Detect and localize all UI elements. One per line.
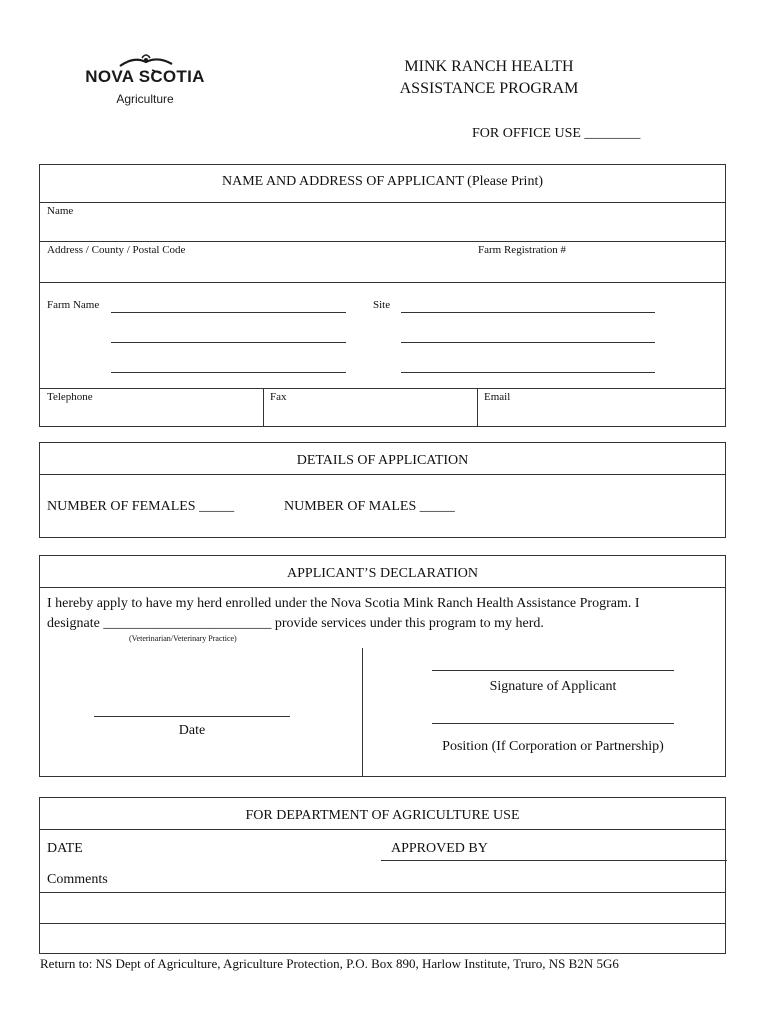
approved-by-field[interactable]: APPROVED BY	[391, 841, 488, 856]
details-heading: DETAILS OF APPLICATION	[296, 453, 469, 468]
form-title	[360, 56, 618, 100]
date-label: Date	[178, 723, 206, 738]
signature-label: Signature of Applicant	[489, 679, 617, 694]
farm-registration-input[interactable]	[478, 259, 718, 281]
office-use-field[interactable]: FOR OFFICE USE ________	[472, 126, 641, 141]
farm-name-input-line-3[interactable]	[111, 372, 346, 373]
declaration-section	[39, 555, 726, 777]
site-input-line-1[interactable]	[401, 312, 655, 313]
department-date-field[interactable]: DATE	[47, 841, 83, 856]
divider	[40, 282, 725, 283]
divider	[381, 860, 727, 861]
department-section	[39, 797, 726, 954]
telephone-label: Telephone	[47, 391, 93, 403]
logo-subtitle: Agriculture	[116, 92, 174, 106]
farm-name-input-line-1[interactable]	[111, 312, 346, 313]
designate-veterinarian-field[interactable]: designate ________________________ provide services under this program to my herd.	[47, 616, 544, 631]
divider	[477, 388, 478, 427]
form-title-line2: ASSISTANCE PROGRAM	[399, 80, 579, 97]
declaration-heading: APPLICANT’S DECLARATION	[287, 566, 478, 581]
position-label: Position (If Corporation or Partnership)	[442, 739, 664, 754]
return-address: Return to: NS Dept of Agriculture, Agriculture Protection, P.O. Box 890, Harlow Institute, Truro, NS B2N 5G6	[40, 956, 619, 971]
number-of-males-field[interactable]: NUMBER OF MALES _____	[284, 499, 455, 514]
address-input[interactable]	[47, 259, 467, 281]
site-input-line-2[interactable]	[401, 342, 655, 343]
site-label: Site	[373, 299, 391, 311]
fax-label: Fax	[270, 391, 287, 403]
details-section	[39, 442, 726, 538]
applicant-section	[39, 164, 726, 427]
declaration-text-line1: I hereby apply to have my herd enrolled under the Nova Scotia Mink Ranch Health Assistance Program. I	[47, 596, 640, 611]
logo-name: NOVA SCOTIA	[85, 67, 205, 86]
name-label: Name	[47, 205, 74, 217]
date-line[interactable]	[94, 716, 290, 717]
form-title-line1: MINK RANCH HEALTH	[404, 58, 574, 75]
department-heading: FOR DEPARTMENT OF AGRICULTURE USE	[245, 808, 520, 823]
address-label: Address / County / Postal Code	[47, 244, 186, 256]
farm-name-label: Farm Name	[47, 299, 100, 311]
telephone-input[interactable]	[47, 405, 257, 425]
site-input-line-3[interactable]	[401, 372, 655, 373]
divider	[40, 241, 725, 242]
comments-input-line-1[interactable]	[40, 893, 725, 922]
nova-scotia-agriculture-logo	[80, 52, 210, 114]
divider	[362, 648, 363, 777]
farm-name-input-line-2[interactable]	[111, 342, 346, 343]
divider	[40, 829, 725, 830]
email-label: Email	[484, 391, 511, 403]
applicant-heading: NAME AND ADDRESS OF APPLICANT (Please Print)	[222, 174, 543, 189]
divider	[40, 474, 725, 475]
divider	[40, 388, 725, 389]
comments-label: Comments	[47, 872, 108, 887]
veterinarian-note: (Veterinarian/Veterinary Practice)	[129, 634, 237, 643]
comments-input-line-2[interactable]	[40, 924, 725, 953]
name-input[interactable]	[100, 203, 720, 239]
email-input[interactable]	[484, 405, 720, 425]
farm-registration-label: Farm Registration #	[478, 244, 566, 256]
number-of-females-field[interactable]: NUMBER OF FEMALES _____	[47, 499, 235, 514]
signature-line[interactable]	[432, 670, 674, 671]
divider	[263, 388, 264, 427]
fax-input[interactable]	[270, 405, 470, 425]
divider	[40, 587, 725, 588]
position-line[interactable]	[432, 723, 674, 724]
